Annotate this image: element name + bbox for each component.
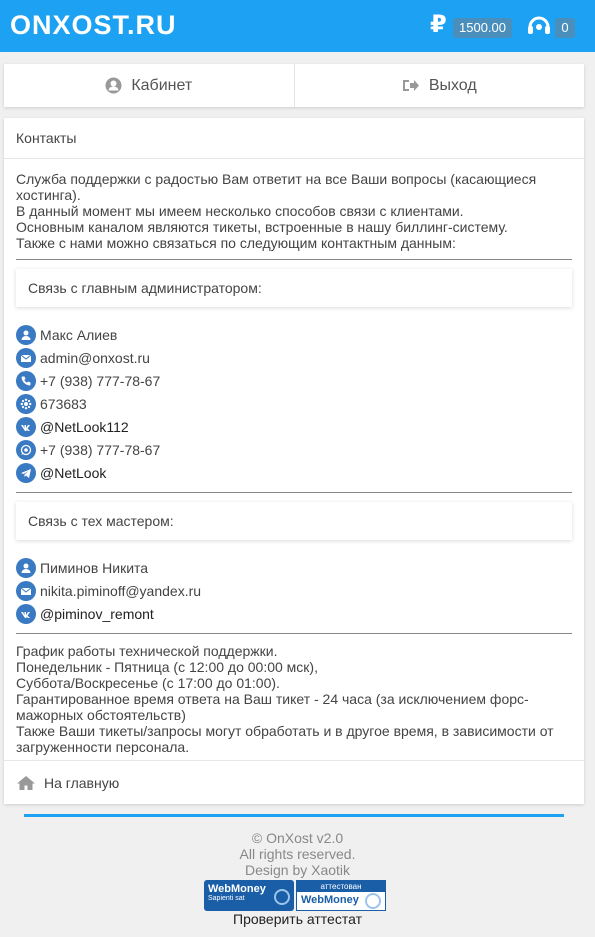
contact-row [16,438,572,461]
divider [16,492,572,493]
vk-icon [16,604,36,624]
vk-icon [16,417,36,437]
whatsapp-icon [16,440,36,460]
contact-row [16,392,572,415]
contact-text[interactable]: @piminov_remont [40,605,154,622]
logout-button[interactable] [294,64,585,107]
intro-text [16,171,572,251]
logout-label: Выход [428,76,477,94]
webmoney-attested-title: WebMoney [301,894,359,906]
copyright-text: © OnXost v2.0 [251,830,344,846]
contact-row [16,346,572,369]
rights-text: All rights reserved. [239,846,356,862]
admin-contacts [16,323,572,484]
contact-row [16,415,572,438]
tickets-count-badge[interactable]: 0 [555,18,575,38]
intro-line: Также с нами можно связаться по следующим контактным данным: [16,235,456,251]
intro-line: Служба поддержки с радостью Вам ответит на все Ваши вопросы (касающиеся хостинга). [16,171,537,203]
sign-out-icon [402,78,420,93]
contact-row [16,602,572,625]
contact-row [16,461,572,484]
verify-attestat-link[interactable]: Проверить аттестат [233,911,362,927]
admin-heading: Связь с главным администратором: [16,269,572,307]
contact-text: Макс Алиев [40,326,118,343]
schedule-text [16,643,572,755]
telegram-icon [16,463,36,483]
webmoney-globe-icon [274,889,290,905]
attested-label: аттестован [297,881,385,892]
contact-text[interactable]: nikita.piminoff@yandex.ru [40,582,202,599]
contact-text: Пиминов Никита [40,559,149,576]
cabinet-label: Кабинет [131,76,193,94]
user-icon [16,558,36,578]
user-icon [16,325,36,345]
tech-contacts [16,556,572,625]
contact-text[interactable]: admin@onxost.ru [40,349,150,366]
schedule-line: Понедельник - Пятница (с 12:00 до 00:00 мск), [16,659,318,675]
user-circle-icon [105,77,122,94]
balance-badge[interactable]: 1500.00 [453,18,512,38]
home-link[interactable] [4,760,584,804]
footer [0,830,595,878]
contact-text[interactable]: @NetLook [40,464,107,481]
contact-text: +7 (938) 777-78-67 [40,372,161,389]
schedule-line: Также Ваши тикеты/запросы могут обработать и в другое время, в зависимости от загруженности персонала. [16,723,554,755]
email-icon [16,348,36,368]
divider [16,633,572,634]
webmoney-globe-icon [365,893,381,909]
contact-row [16,369,572,392]
site-logo[interactable]: ONXOST.RU [10,10,177,40]
card-title: Контакты [4,118,584,159]
webmoney-badge-title: WebMoney [208,883,266,895]
headset-icon[interactable] [526,13,552,39]
webmoney-attested-badge[interactable] [296,880,386,911]
top-bar [0,0,595,52]
contact-row [16,323,572,346]
contacts-card [4,118,584,804]
home-icon [16,775,36,791]
intro-line: Основным каналом являются тикеты, встроенные в нашу биллинг-систему. [16,219,508,235]
tech-heading: Связь с тех мастером: [16,502,572,540]
phone-icon [16,371,36,391]
home-link-label: На главную [44,774,120,791]
contact-row [16,556,572,579]
nav-bar [4,64,584,107]
footer-line [24,814,564,817]
card-content [4,159,584,755]
schedule-line: Гарантированное время ответа на Ваш тикет - 24 часа (за исключением форс-мажорных обстоятельств) [16,691,529,723]
webmoney-badge[interactable] [204,880,294,911]
webmoney-badges [204,880,386,911]
intro-line: В данный момент мы имеем несколько способов связи с клиентами. [16,203,464,219]
schedule-line: График работы технической поддержки. [16,643,278,659]
icq-icon [16,394,36,414]
contact-text[interactable]: @NetLook112 [40,418,129,435]
cabinet-button[interactable] [4,64,294,107]
divider [16,259,572,260]
schedule-line: Суббота/Воскресенье (с 17:00 до 01:00). [16,675,280,691]
contact-row [16,579,572,602]
ruble-icon[interactable]: ₽ [430,11,447,38]
webmoney-badge-sub: Sapienti sat [208,895,245,902]
contact-text: 673683 [40,395,87,412]
email-icon [16,581,36,601]
design-credit: Design by Xaotik [244,862,351,878]
contact-text: +7 (938) 777-78-67 [40,441,161,458]
